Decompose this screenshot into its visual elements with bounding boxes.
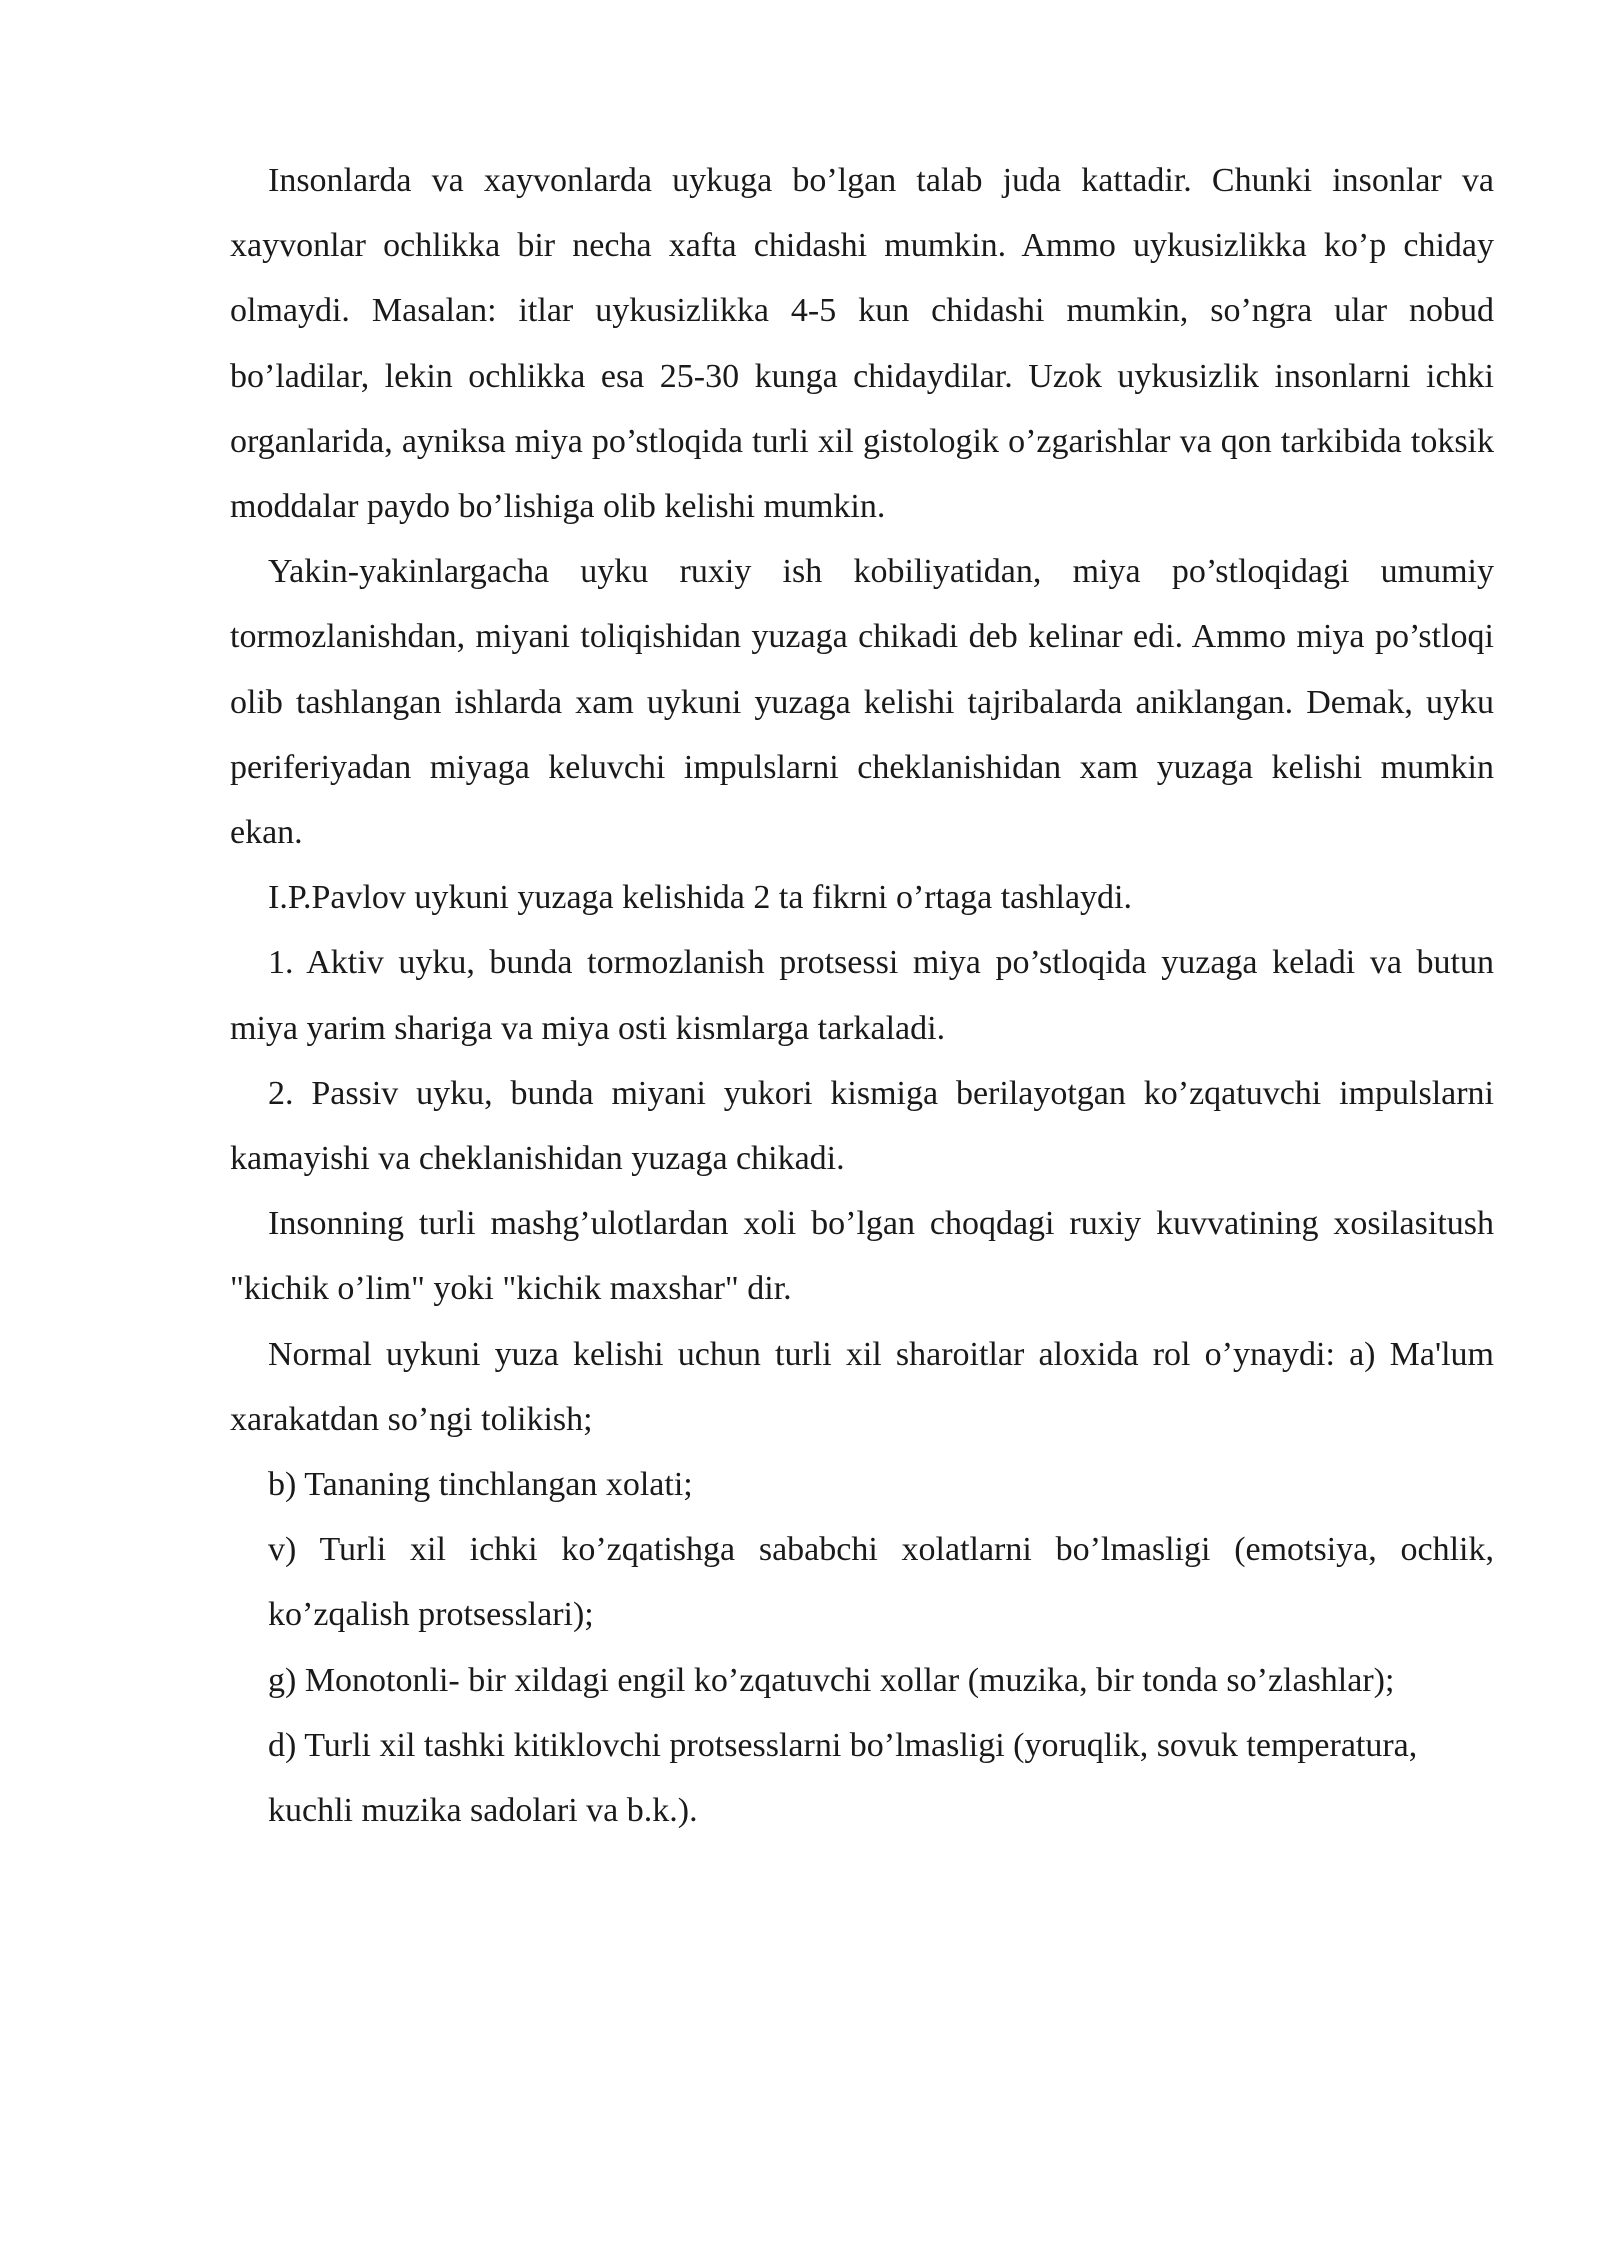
condition-item-g: g) Monotonli- bir xildagi engil ko’zqatuvchi xollar (muzika, bir tonda so’zlashlar); [268, 1661, 1395, 1699]
document-page [230, 148, 1494, 1843]
paragraph-normal-sleep-conditions: Normal uykuni yuza kelishi uchun turli xil sharoitlar aloxida rol o’ynaydi: a) Ma'lum xarakatdan so’ngi tolikish; [230, 1335, 1494, 1438]
paragraph-sleep-need: Insonlarda va xayvonlarda uykuga bo’lgan talab juda kattadir. Chunki insonlar va xayvonlar ochlikka bir necha xafta chidashi mumkin. Ammo uykusizlikka ko’p chiday olmaydi. Masalan: itlar uykusizlikka 4-5 kun chidashi mumkin, so’ngra ular nobud bo’ladilar, lekin ochlikka esa 25-30 kunga chidaydilar. Uzok uykusizlik insonlarni ichki organlarida, ayniksa miya po’stloqida turli xil gistologik o’zgarishlar va qon tarkibida toksik moddalar paydo bo’lishiga olib kelishi mumkin. [230, 162, 1494, 526]
paragraph-little-death: Insonning turli mashg’ulotlardan xoli bo’lgan choqdagi ruxiy kuvvatining xosilasitush "kichik o’lim" yoki "kichik maxshar" dir. [230, 1205, 1494, 1308]
paragraph-sleep-theory: Yakin-yakinlargacha uyku ruxiy ish kobiliyatidan, miya po’stloqidagi umumiy tormozlanishdan, miyani toliqishidan yuzaga chikadi deb kelinar edi. Ammo miya po’stloqi olib tashlangan ishlarda xam uykuni yuzaga kelishi tajribalarda aniklangan. Demak, uyku periferiyadan miyaga keluvchi impulslarni cheklanishidan xam yuzaga kelishi mumkin ekan. [230, 553, 1494, 852]
paragraph-pavlov: I.P.Pavlov uykuni yuzaga kelishida 2 ta fikrni o’rtaga tashlaydi. [268, 879, 1132, 917]
condition-item-v: v) Turli xil ichki ko’zqatishga sababchi xolatlarni bo’lmasligi (emotsiya, ochlik, ko’zqalish protsesslari); [268, 1531, 1494, 1634]
condition-item-b: b) Tananing tinchlangan xolati; [268, 1466, 693, 1504]
condition-item-d-continued: kuchli muzika sadolari va b.k.). [268, 1792, 698, 1830]
condition-item-d: d) Turli xil tashki kitiklovchi protsesslarni bo’lmasligi (yoruqlik, sovuk temperatura, [268, 1726, 1418, 1764]
list-item-active-sleep: 1. Aktiv uyku, bunda tormozlanish protsessi miya po’stloqida yuzaga keladi va butun miya yarim shariga va miya osti kismlarga tarkaladi. [230, 944, 1494, 1047]
list-item-passive-sleep: 2. Passiv uyku, bunda miyani yukori kismiga berilayotgan ko’zqatuvchi impulslarni kamayishi va cheklanishidan yuzaga chikadi. [230, 1074, 1494, 1178]
